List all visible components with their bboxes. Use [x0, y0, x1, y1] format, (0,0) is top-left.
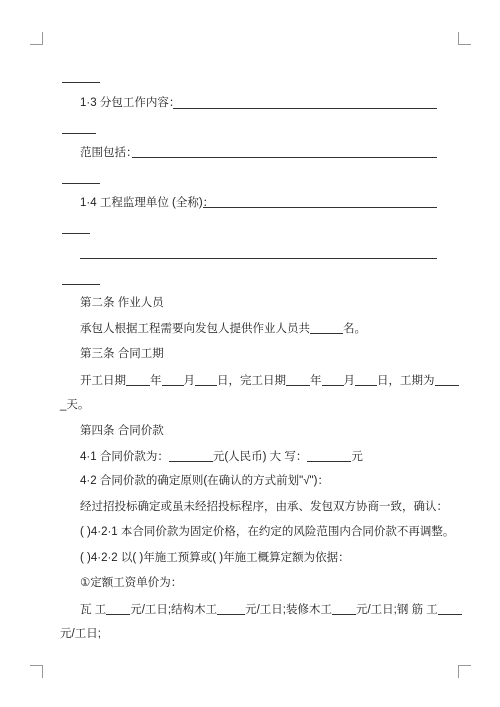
item-1-3-label: 1·3 分包工作内容： — [80, 97, 181, 109]
article-3-title: 第三条 合同工期 — [80, 348, 164, 360]
blank-continuation — [62, 233, 90, 234]
crop-mark-bottom-left — [30, 665, 43, 678]
crop-mark-bottom-right — [458, 665, 471, 678]
scope-blank — [132, 157, 437, 158]
item-1-3-blank — [173, 108, 437, 109]
wage-line-cont: 元/工日; — [60, 628, 101, 640]
price-line: 4·1 合同价款为： 元(人民币) 大 写： 元 — [80, 451, 363, 463]
bid-text: 经过招投标确定或虽未经招投标程序，由承、发包双方协商一致，确认： — [80, 501, 448, 513]
blank-continuation — [62, 133, 96, 134]
crop-mark-top-right — [458, 32, 471, 45]
scope-label: 范围包括： — [80, 147, 138, 159]
blank-continuation — [62, 284, 100, 285]
blank-line — [80, 258, 437, 259]
workers-count-blank — [310, 321, 343, 334]
blank-continuation — [62, 82, 100, 83]
item-1-4-blank — [203, 207, 437, 208]
article-4-title: 第四条 合同价款 — [80, 425, 164, 437]
wage-line: 瓦 工 元/工日;结构木工 元/工日;装修木工 元/工日;钢 筋 工 — [80, 602, 462, 617]
option-4-2-2: ( )4·2·2 以( )年施工预算或( )年施工概算定额为依据： — [80, 552, 350, 564]
wage-title: ①定额工资单价为： — [80, 577, 183, 589]
article-2-title: 第二条 作业人员 — [80, 297, 164, 309]
price-principle: 4·2 合同价款的确定原则(在确认的方式前划"√")： — [80, 475, 329, 487]
crop-mark-top-left — [30, 32, 43, 45]
article-2-text: 承包人根据工程需要向发包人提供作业人员共 名。 — [80, 323, 366, 335]
item-1-4-label: 1·4 工程监理单位 (全称)： — [80, 197, 215, 209]
article-3-days-cont: _天。 — [60, 399, 90, 411]
blank-continuation — [62, 183, 100, 184]
option-4-2-1: ( )4·2·1 本合同价款为固定价格，在约定的风险范围内合同价款不再调整。 — [80, 526, 455, 538]
article-3-dates: 开工日期 年 月 日，完工日期 年 月 日，工期为 — [80, 373, 459, 388]
